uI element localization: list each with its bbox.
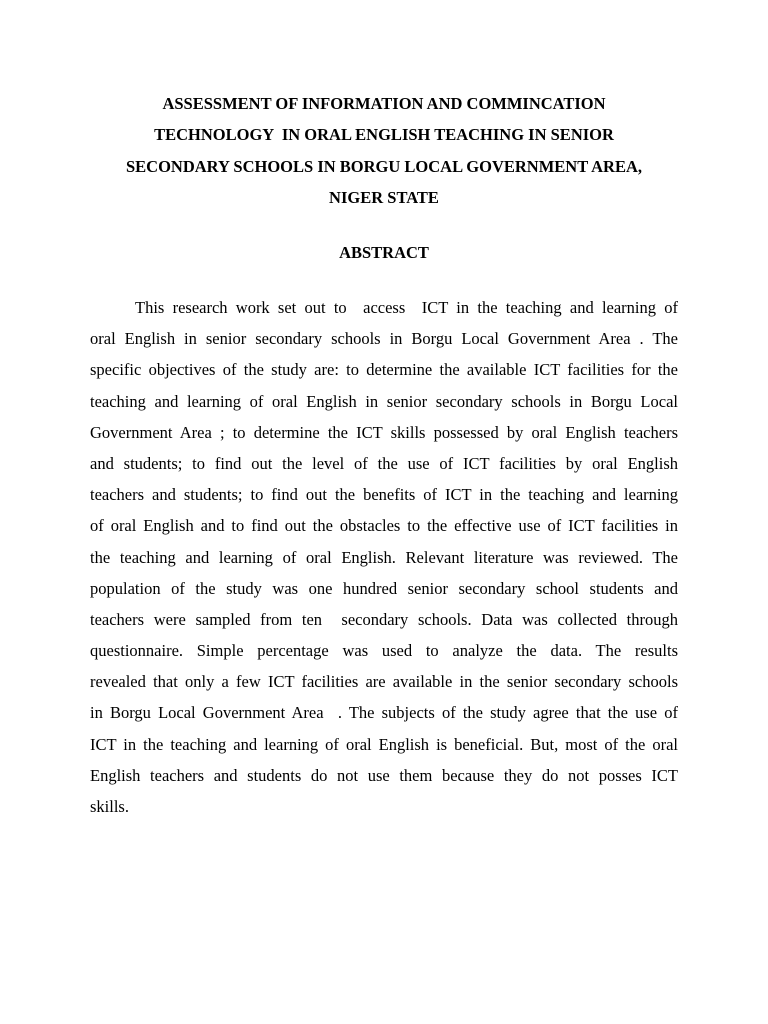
- abstract-line: This research work set out to access ICT in the teaching and learning of: [135, 298, 678, 317]
- abstract-line: skills.: [90, 797, 129, 816]
- abstract-line: oral English in senior secondary schools in Borgu Local Government Area . The: [90, 329, 678, 349]
- abstract-line: in Borgu Local Government Area . The subjects of the study agree that the use of: [90, 703, 678, 723]
- title-line: ASSESSMENT OF INFORMATION AND COMMINCATION: [162, 94, 606, 113]
- abstract-line: of oral English and to find out the obstacles to the effective use of ICT facilities in: [90, 516, 678, 536]
- title-line: NIGER STATE: [329, 187, 439, 207]
- document-title: [90, 88, 678, 213]
- abstract-line: the teaching and learning of oral English. Relevant literature was reviewed. The: [90, 547, 678, 567]
- abstract-line: population of the study was one hundred senior secondary school students and: [90, 578, 678, 598]
- abstract-line: teachers were sampled from ten secondary schools. Data was collected through: [90, 609, 678, 629]
- title-line: TECHNOLOGY IN ORAL ENGLISH TEACHING IN SENIOR: [154, 125, 614, 145]
- abstract-line: Government Area ; to determine the ICT skills possessed by oral English teachers: [90, 422, 678, 442]
- abstract-line: teaching and learning of oral English in senior secondary schools in Borgu Local: [90, 391, 678, 411]
- abstract-line: English teachers and students do not use them because they do not posses ICT: [90, 765, 678, 785]
- abstract-line: questionnaire. Simple percentage was used to analyze the data. The results: [90, 641, 678, 661]
- abstract-heading: ABSTRACT: [339, 243, 429, 262]
- abstract-line: specific objectives of the study are: to determine the available ICT facilities for the: [90, 360, 678, 380]
- title-line: SECONDARY SCHOOLS IN BORGU LOCAL GOVERNMENT AREA,: [125, 156, 643, 176]
- abstract-line: ICT in the teaching and learning of oral English is beneficial. But, most of the oral: [90, 734, 678, 754]
- abstract-body: [90, 292, 678, 822]
- abstract-line: and students; to find out the level of the use of ICT facilities by oral English: [90, 453, 678, 473]
- abstract-line: teachers and students; to find out the benefits of ICT in the teaching and learning: [90, 485, 678, 505]
- abstract-line: revealed that only a few ICT facilities are available in the senior secondary schools: [90, 672, 678, 692]
